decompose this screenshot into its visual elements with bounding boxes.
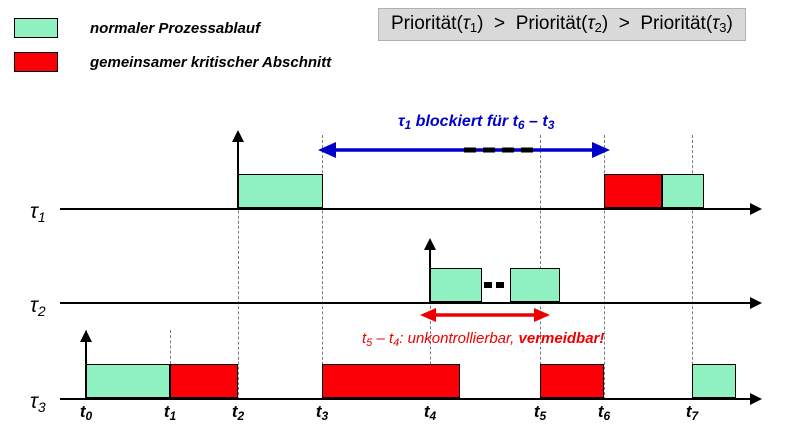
axis-tau2: [60, 302, 750, 304]
annotation-blocked-arrow: [318, 140, 610, 160]
priority-text-1: $Priorität(\tau_1)$: [391, 13, 484, 35]
priority-text-2: $Priorität(\tau_2)$: [515, 13, 609, 35]
time-label-t0: $t_0$: [79, 402, 93, 423]
block-tau3-critical-2: [322, 364, 460, 398]
priority-statement: [378, 8, 746, 41]
axis-tau1: [60, 208, 750, 210]
green-swatch-icon: [14, 18, 58, 38]
block-tau3-normal-1: [86, 364, 170, 398]
legend-item-critical: [14, 52, 331, 72]
block-tau2-normal-1: [430, 268, 482, 302]
axis-tau1-arrow: [750, 203, 762, 215]
time-label-t3: $t_3$: [315, 402, 329, 423]
release-arrow-tau1-head: [232, 130, 244, 142]
time-label-t7: $t_7$: [685, 402, 699, 423]
legend: [14, 18, 331, 72]
block-tau1-normal-2: [662, 174, 704, 208]
time-label-t2: $t_2$: [231, 402, 245, 423]
legend-item-normal: [14, 18, 331, 38]
annotation-uncontrollable-arrow: [420, 305, 550, 325]
block-tau3-critical-1: [170, 364, 238, 398]
priority-op-1: >: [488, 13, 511, 34]
axis-tau2-arrow: [750, 297, 762, 309]
task-label-tau2: $\tau_2$: [30, 294, 46, 319]
priority-text-3: $Priorität(\tau_3)$: [640, 13, 733, 35]
red-swatch-icon: [14, 52, 58, 72]
block-tau3-normal-2: [692, 364, 736, 398]
time-label-t6: $t_6$: [597, 402, 611, 423]
axis-tau3: [60, 398, 750, 400]
annotation-uncontrollable-label: $t_5 - t_4$: unkontrollierbar, vermeidbar!: [362, 330, 605, 349]
block-tau1-normal-1: [238, 174, 323, 208]
block-tau2-continuation-dots: [482, 278, 512, 292]
legend-label-critical: gemeinsamer kritischer Abschnitt: [90, 53, 332, 71]
time-label-t4: $t_4$: [423, 402, 437, 423]
block-tau2-normal-2: [510, 268, 560, 302]
block-tau1-critical: [604, 174, 662, 208]
block-tau3-critical-3: [540, 364, 604, 398]
priority-op-2: >: [613, 13, 636, 34]
axis-tau3-arrow: [750, 393, 762, 405]
annotation-blocked-label: $\tau_1$ blockiert für $t_6 - t_3$: [398, 113, 555, 132]
time-label-t1: $t_1$: [163, 402, 177, 423]
release-arrow-tau2-head: [424, 238, 436, 250]
task-label-tau1: $\tau_1$: [30, 200, 46, 225]
time-label-t5: $t_5$: [533, 402, 547, 423]
task-label-tau3: $\tau_3$: [30, 390, 46, 415]
legend-label-normal: normaler Prozessablauf: [90, 19, 261, 37]
release-arrow-tau3-head: [80, 330, 92, 342]
